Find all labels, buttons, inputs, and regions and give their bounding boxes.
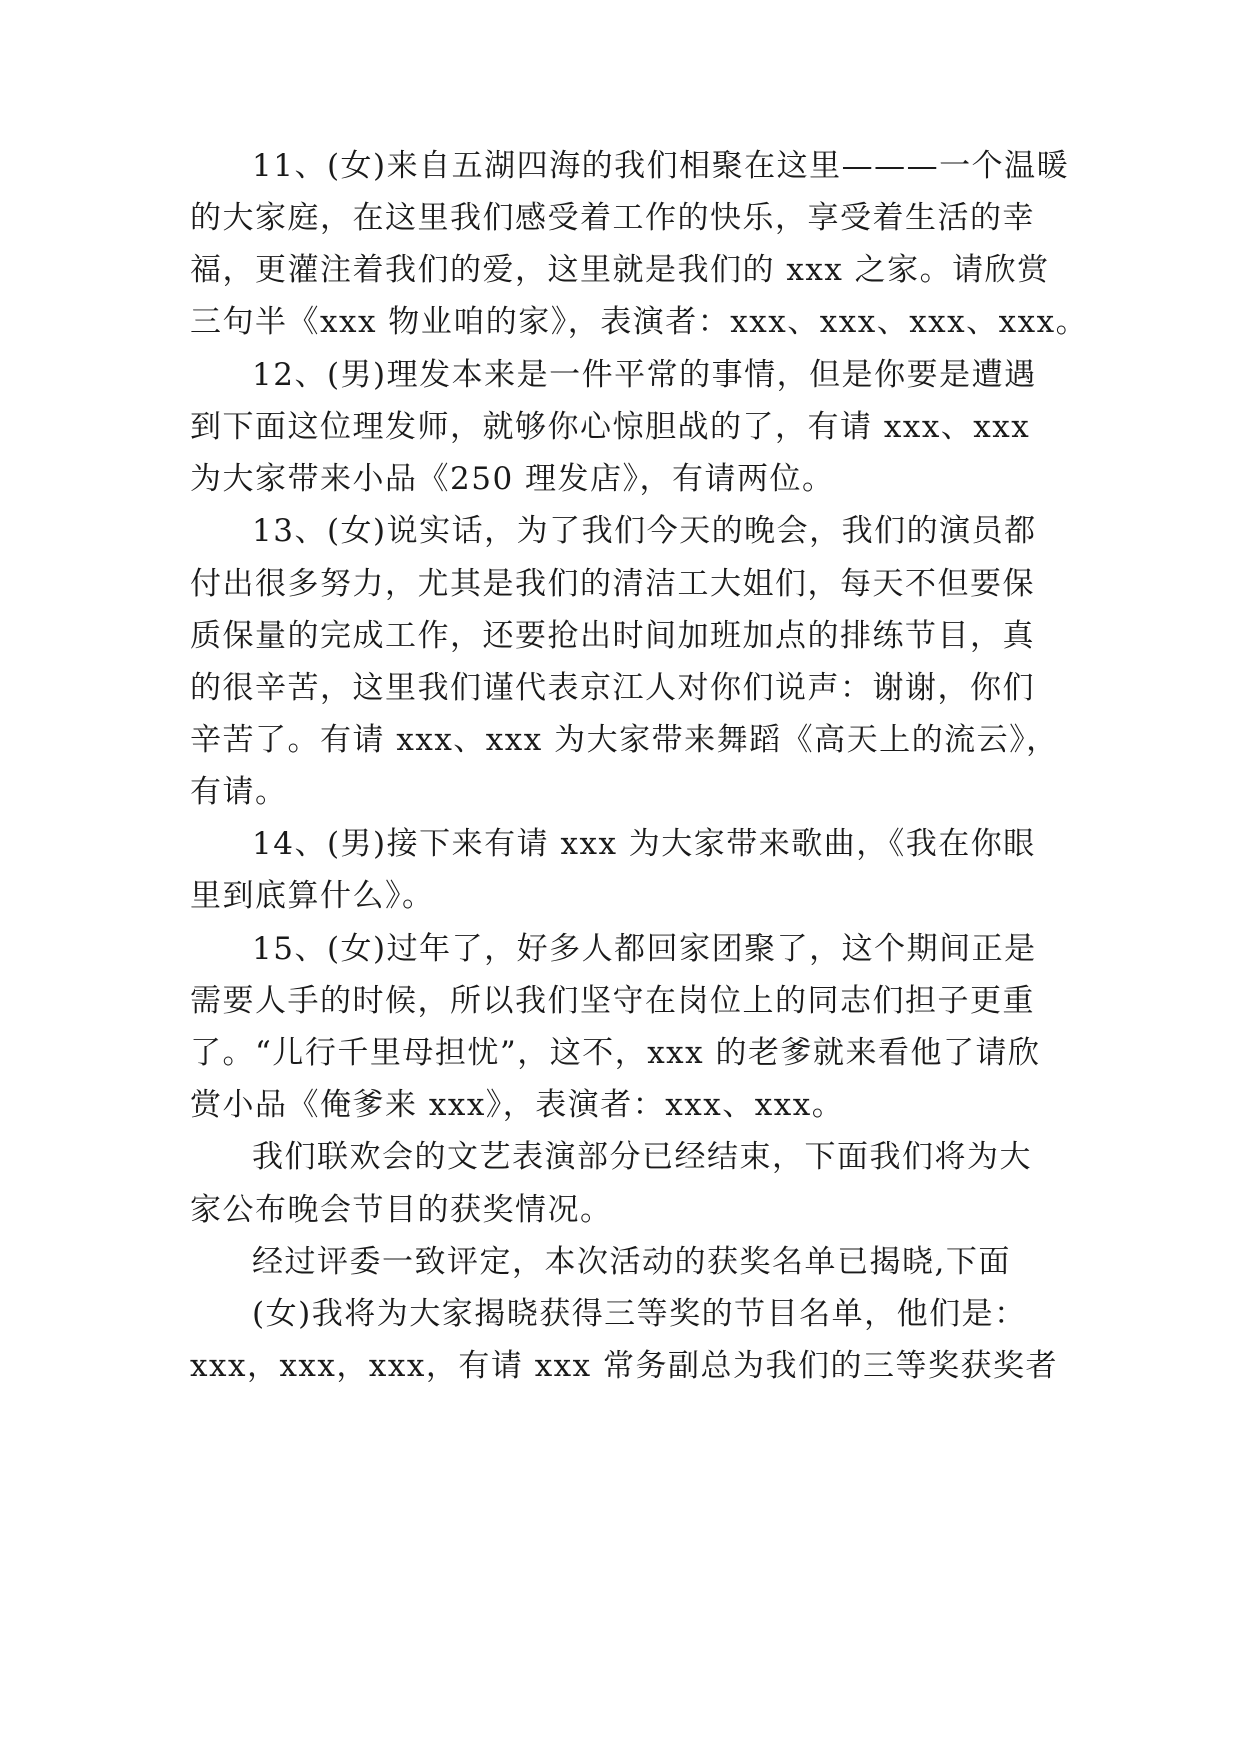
paragraph-15-line-2: 需要人手的时候，所以我们坚守在岗位上的同志们担子更重	[190, 983, 1035, 1019]
paragraph-15-line-4: 赏小品《俺爹来 xxx》，表演者：xxx、xxx。	[190, 1087, 845, 1123]
award-intro-line: 经过评委一致评定，本次活动的获奖名单已揭晓,下面	[252, 1244, 1011, 1280]
paragraph-12-line-2: 到下面这位理发师，就够你心惊胆战的了，有请 xxx、xxx	[190, 409, 1031, 445]
paragraph-11-line-1: 11、(女)来自五湖四海的我们相聚在这里———一个温暖	[252, 148, 1070, 184]
third-prize-line-1: (女)我将为大家揭晓获得三等奖的节目名单，他们是：	[252, 1296, 1027, 1332]
paragraph-11-line-4: 三句半《xxx 物业咱的家》，表演者：xxx、xxx、xxx、xxx。	[190, 304, 1089, 340]
third-prize-line-2: xxx，xxx，xxx，有请 xxx 常务副总为我们的三等奖获奖者	[190, 1348, 1059, 1384]
paragraph-13-line-4: 的很辛苦，这里我们谨代表京江人对你们说声：谢谢，你们	[190, 670, 1035, 706]
paragraph-13-line-5: 辛苦了。有请 xxx、xxx 为大家带来舞蹈《高天上的流云》，	[190, 722, 1059, 758]
paragraph-11-line-3: 福，更灌注着我们的爱，这里就是我们的 xxx 之家。请欣赏	[190, 252, 1050, 288]
closing-paragraph-line-1: 我们联欢会的文艺表演部分已经结束，下面我们将为大	[252, 1139, 1032, 1175]
closing-paragraph-line-2: 家公布晚会节目的获奖情况。	[190, 1192, 613, 1228]
paragraph-12-line-1: 12、(男)理发本来是一件平常的事情，但是你要是遭遇	[252, 357, 1037, 393]
paragraph-11-line-2: 的大家庭，在这里我们感受着工作的快乐，享受着生活的幸	[190, 200, 1035, 236]
paragraph-13-line-3: 质保量的完成工作，还要抢出时间加班加点的排练节目，真	[190, 618, 1035, 654]
paragraph-14-line-1: 14、(男)接下来有请 xxx 为大家带来歌曲，《我在你眼	[252, 826, 1036, 862]
paragraph-14-line-2: 里到底算什么》。	[190, 878, 435, 914]
paragraph-15-line-1: 15、(女)过年了，好多人都回家团聚了，这个期间正是	[252, 931, 1037, 967]
paragraph-15-line-3: 了。“儿行千里母担忧”，这不，xxx 的老爹就来看他了请欣	[190, 1035, 1041, 1071]
paragraph-13-line-6: 有请。	[190, 774, 288, 810]
paragraph-13-line-2: 付出很多努力，尤其是我们的清洁工大姐们，每天不但要保	[190, 566, 1035, 602]
paragraph-13-line-1: 13、(女)说实话，为了我们今天的晚会，我们的演员都	[252, 513, 1037, 549]
paragraph-12-line-3: 为大家带来小品《250 理发店》，有请两位。	[190, 461, 835, 497]
